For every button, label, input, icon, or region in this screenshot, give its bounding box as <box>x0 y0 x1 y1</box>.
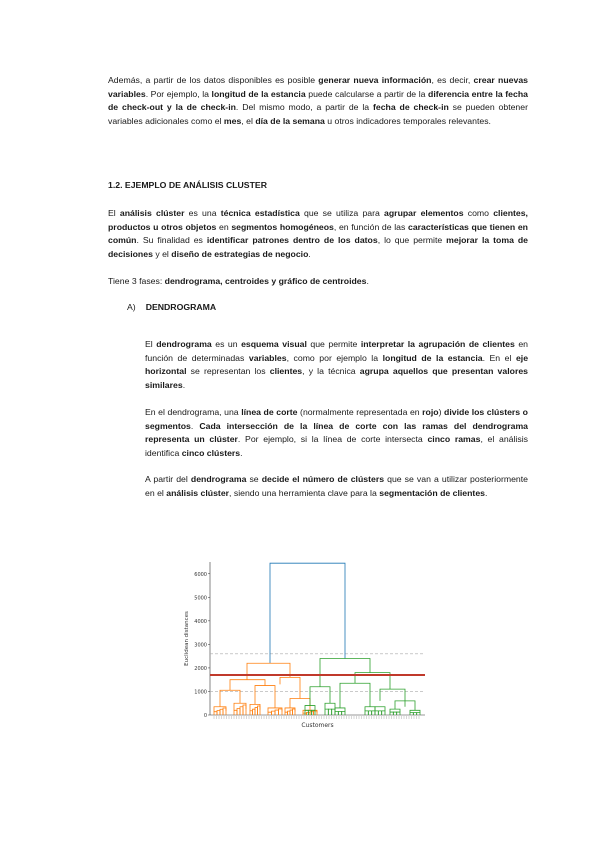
paragraph-nueva-informacion <box>108 74 528 128</box>
dendrogram-link <box>325 703 335 709</box>
dendrogram-leaf-link <box>342 711 345 715</box>
dendrogram-leaf-link <box>223 708 226 715</box>
p2-run: es una <box>184 208 221 218</box>
dendrogram-link <box>375 707 385 711</box>
p2-run: , en función de las <box>333 221 408 232</box>
p2-run: , lo que permite <box>377 235 447 246</box>
p1-run: u otros indicadores temporales relevantes. <box>324 115 491 126</box>
p6-run: que se van a utilizar posteriormente en el <box>145 474 528 498</box>
p6-run: . <box>485 487 488 498</box>
p6-run: A partir del <box>145 474 191 484</box>
p4-run: variables <box>248 352 287 363</box>
p6-run: decide el número de clústers <box>261 474 385 484</box>
p4-run: longitud de la estancia <box>382 352 483 363</box>
p1-run: . Del mismo modo, a partir de la <box>235 102 373 113</box>
p1-run: generar nueva información <box>318 75 432 85</box>
p4-run: , como por ejemplo la <box>286 352 383 363</box>
paragraph-dendrograma-definicion <box>145 338 528 392</box>
section-heading: 1.2. EJEMPLO DE ANÁLISIS CLUSTER <box>108 180 267 190</box>
p2-run: . Su finalidad es <box>136 235 207 246</box>
p1-run: se pueden obtener variables adicionales como el <box>108 102 528 126</box>
p4-run: agrupa aquellos que presentan valores similares <box>145 366 528 390</box>
p5-run: cinco ramas <box>427 434 481 445</box>
dendrogram-figure <box>180 560 430 735</box>
p1-run: longitud de la estancia <box>211 88 306 99</box>
dendrogram-leaf-link <box>272 711 276 715</box>
p2-run: agrupar elementos <box>384 208 464 218</box>
p1-run: Además, a partir de los datos disponibles es posible <box>108 75 319 85</box>
dendrogram-leaf-link <box>372 711 375 715</box>
dendrogram-leaf-link <box>275 710 279 715</box>
p5-run: . Por ejemplo, si la línea de corte intersecta <box>237 434 428 445</box>
dendrogram-link <box>365 707 375 711</box>
p6-run: , siendo una herramienta clave para la <box>229 487 380 498</box>
paragraph-linea-corte <box>145 406 528 460</box>
dendrogram-leaf-link <box>279 709 283 715</box>
dendrogram-link <box>335 708 345 712</box>
dendrogram-root-link <box>270 563 345 663</box>
p5-run: , el análisis identifica <box>145 434 528 458</box>
p1-run: crear nuevas variables <box>108 75 528 99</box>
dendrogram-leaf-link <box>332 709 335 715</box>
dendrogram-link <box>230 680 265 691</box>
dendrogram-leaf-link <box>397 712 400 715</box>
dendrogram-leaf-link <box>368 711 371 715</box>
p5-run: ) <box>438 407 445 417</box>
dendrogram-leaf-link <box>217 710 220 715</box>
p1-run: , es decir, <box>431 75 474 85</box>
p4-run: es un <box>211 339 242 349</box>
p5-run: . <box>240 447 243 458</box>
p1-run: , el <box>241 115 256 126</box>
y-tick-label: 3000 <box>194 642 207 649</box>
dendrogram-leaf-link <box>365 711 368 715</box>
dendrogram-leaf-link <box>234 710 237 715</box>
y-tick-label: 5000 <box>194 595 207 602</box>
p2-run: en <box>216 221 232 232</box>
dendrogram-leaf-link <box>413 713 416 715</box>
p1-run: fecha de check-in <box>373 102 449 113</box>
y-tick-label: 6000 <box>194 571 207 578</box>
p4-run: El <box>145 339 157 349</box>
subsection-heading <box>127 302 216 312</box>
dendrogram-link <box>310 687 330 706</box>
p2-run: características que tienen en común <box>108 221 528 246</box>
paragraph-numero-clusters <box>145 473 528 500</box>
dendrogram-leaf-link <box>268 712 272 715</box>
p3-run: dendrograma, centroides y gráfico de centroides <box>164 276 367 286</box>
subsection-letter: A) <box>127 302 136 312</box>
p5-run: En el dendrograma, una <box>145 407 242 417</box>
p2-run: mejorar la toma de decisiones <box>108 235 528 259</box>
p2-run: análisis clúster <box>119 208 185 218</box>
p5-run: divide los clústers o segmentos <box>145 407 528 431</box>
paragraph-analisis-cluster <box>108 207 528 261</box>
y-tick-label: 4000 <box>194 618 207 625</box>
dendrogram-link <box>290 699 310 711</box>
y-tick-label: 2000 <box>194 665 207 672</box>
dendrogram-link <box>280 677 300 698</box>
dendrogram-leaf-link <box>237 709 240 715</box>
p3-run: . <box>366 276 369 286</box>
p4-run: que permite <box>306 339 361 349</box>
dendrogram-leaf-link <box>328 709 331 715</box>
dendrogram-leaf-link <box>325 709 328 715</box>
p6-run: se <box>246 474 262 484</box>
p1-run: diferencia entre la fecha de check-out y la de check-in <box>108 88 528 113</box>
p1-run: mes <box>223 115 242 126</box>
dendrogram-leaf-link <box>382 711 385 715</box>
p6-run: segmentación de clientes <box>379 487 485 498</box>
p2-run: . <box>308 248 311 259</box>
p5-run: Cada intersección de la línea de corte con las ramas del dendrograma representa un clúster <box>145 420 528 445</box>
p1-run: día de la semana <box>255 115 325 126</box>
p2-run: El <box>108 208 120 218</box>
p4-run: . <box>182 379 186 390</box>
p2-run: diseño de estrategias de negocio <box>171 248 309 259</box>
p4-run: dendrograma <box>156 339 212 349</box>
dendrogram-leaf-link <box>214 712 217 715</box>
p4-run: interpretar la agrupación de clientes <box>360 339 515 349</box>
dendrogram-leaf-link <box>338 711 341 715</box>
dendrogram-leaf-link <box>417 713 420 715</box>
p6-run: análisis clúster <box>166 487 230 498</box>
p2-run: y el <box>152 248 172 259</box>
p5-run: cinco clústers <box>181 447 241 458</box>
p2-run: identificar patrones dentro de los datos <box>206 235 378 246</box>
dendrogram-leaf-link <box>220 709 223 715</box>
dendrogram-link <box>220 690 240 706</box>
p4-run: esquema visual <box>241 339 307 349</box>
p4-run: clientes <box>269 366 303 377</box>
y-axis-label: Euclidean distances <box>184 611 190 666</box>
p2-run: técnica estadística <box>220 208 300 218</box>
y-tick-label: 0 <box>203 713 207 719</box>
p4-run: . En el <box>482 352 516 363</box>
p2-run: como <box>463 208 494 218</box>
p1-run: puede calcularse a partir de la <box>305 88 429 99</box>
dendrogram-link <box>390 709 400 712</box>
paragraph-fases <box>108 275 528 289</box>
dendrogram-link <box>340 683 370 708</box>
p3-run: Tiene 3 fases: <box>108 276 165 286</box>
p2-run: clientes, productos u otros objetos <box>108 208 528 232</box>
p4-run: , y la técnica <box>302 366 360 377</box>
p4-run: eje horizontal <box>145 352 529 377</box>
p5-run: rojo <box>422 407 439 417</box>
dendrogram-leaf-link <box>243 705 246 715</box>
p2-run: que se utiliza para <box>299 208 385 218</box>
dendrogram-leaf-link <box>390 712 393 715</box>
dendrogram-leaf-link <box>378 711 381 715</box>
p5-run: (normalmente representada en <box>297 407 423 417</box>
x-axis-label: Customers <box>301 722 334 729</box>
p5-run: . <box>190 420 200 431</box>
dendrogram-leaf-link <box>393 712 396 715</box>
p1-run: . Por ejemplo, la <box>145 88 212 99</box>
dendrogram-leaf-link <box>335 711 338 715</box>
p4-run: en función de determinadas <box>145 339 528 363</box>
p6-run: dendrograma <box>190 474 247 484</box>
dendrogram-leaf-link <box>410 713 413 715</box>
dendrogram-chart <box>180 560 430 735</box>
p5-run: línea de corte <box>241 407 298 417</box>
dendrogram-leaf-link <box>375 711 378 715</box>
y-tick-label: 1000 <box>194 689 207 696</box>
p2-run: segmentos homogéneos <box>231 221 334 232</box>
dendrogram-leaf-link <box>240 707 243 715</box>
p4-run: se representan los <box>186 366 270 377</box>
subsection-title: DENDROGRAMA <box>145 302 217 312</box>
